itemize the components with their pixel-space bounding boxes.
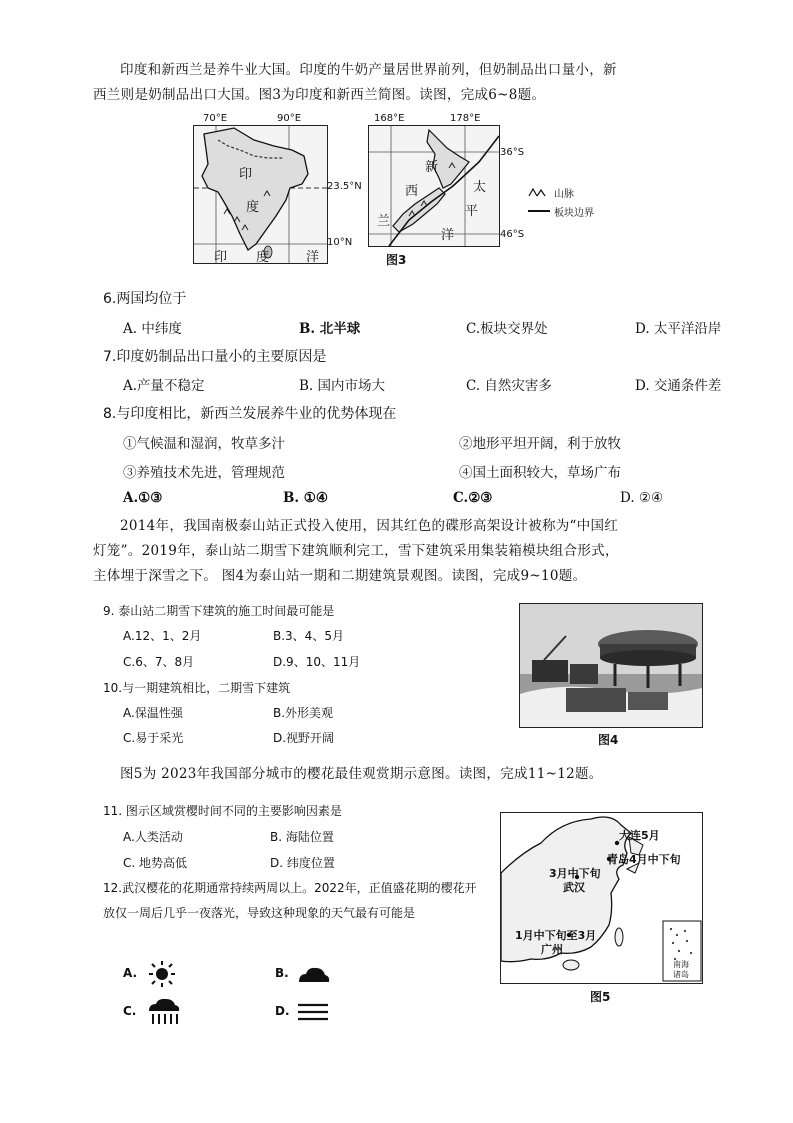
q8-option-b: B. ①④ — [283, 490, 329, 506]
q9-option-c: C.6、7、8月 — [123, 655, 195, 669]
fig4-photo — [519, 603, 703, 728]
q12-option-d-letter: D. — [275, 1004, 290, 1018]
nz-lon-178: 178°E — [450, 113, 481, 124]
q8-option-c: C.②③ — [453, 490, 493, 506]
fig5-caption: 图5 — [590, 990, 611, 1004]
label-south-china-sea-1: 南海 — [673, 960, 689, 969]
intro2-line1: 2014年，我国南极泰山站正式投入使用，因其红色的碟形高架设计被称为“中国红 — [120, 518, 619, 534]
legend-mountain: 山脉 — [554, 189, 574, 200]
q7-option-b: B. 国内市场大 — [299, 378, 386, 394]
q7-option-c: C. 自然灾害多 — [466, 378, 552, 394]
q7-option-d: D. 交通条件差 — [635, 378, 722, 394]
nz-name-2: 西 — [405, 184, 419, 199]
india-lon-70: 70°E — [203, 113, 228, 124]
q10-option-b: B.外形美观 — [273, 706, 334, 720]
india-name-2: 度 — [246, 200, 260, 215]
label-wuhan: 武汉 — [563, 881, 585, 894]
q9-option-a: A.12、1、2月 — [123, 629, 202, 643]
pacific-label-3: 洋 — [441, 228, 455, 243]
q12-option-b-letter: B. — [275, 966, 289, 980]
ocean-label-2: 度 — [256, 250, 270, 264]
india-map — [193, 113, 362, 270]
legend-boundary: 板块边界 — [554, 208, 594, 219]
q9-option-b: B.3、4、5月 — [273, 629, 344, 643]
q10-stem: 10.与一期建筑相比，二期雪下建筑 — [103, 681, 291, 695]
q11-option-c: C. 地势高低 — [123, 856, 188, 870]
q8-statement-3: ③养殖技术先进，管理规范 — [123, 465, 285, 481]
q11-option-d: D. 纬度位置 — [270, 856, 335, 870]
mountain-icon — [528, 187, 550, 197]
q11-option-a: A.人类活动 — [123, 830, 183, 844]
q12-option-c-letter: C. — [123, 1004, 137, 1018]
nz-lat-36: 36°S — [500, 147, 525, 158]
q12-stem-line1: 12.武汉樱花的花期通常持续两周以上。2022年，正值盛花期的樱花开 — [103, 881, 477, 895]
q6-option-c: C.板块交界处 — [466, 321, 548, 337]
q9-stem: 9. 泰山站二期雪下建筑的施工时间最可能是 — [103, 604, 335, 618]
q8-statement-4: ④国土面积较大，草场广布 — [459, 465, 621, 481]
q12-option-b — [275, 960, 345, 988]
fig3-caption: 图3 — [386, 253, 407, 267]
nz-lat-46: 46°S — [500, 229, 525, 240]
q12-option-a — [123, 960, 183, 988]
pacific-label-2: 平 — [465, 204, 479, 219]
q8-option-d: D. ②④ — [620, 490, 664, 506]
q11-stem: 11. 图示区域赏樱时间不同的主要影响因素是 — [103, 804, 342, 818]
q12-option-d — [275, 996, 345, 1026]
sunny-icon — [147, 960, 177, 988]
q9-option-d: D.9、10、11月 — [273, 655, 361, 669]
label-south-china-sea-2: 诸岛 — [673, 970, 689, 979]
nz-lon-168: 168°E — [374, 113, 405, 124]
label-qingdao: 青岛4月中下旬 — [607, 853, 681, 866]
fog-icon — [297, 1002, 329, 1022]
q12-option-c — [123, 996, 193, 1026]
ocean-label-1: 印 — [214, 250, 228, 264]
q8-statement-1: ①气候温和湿润，牧草多汁 — [123, 436, 285, 452]
ocean-label-3: 洋 — [306, 250, 320, 264]
intro3-line1: 图5为 2023年我国部分城市的樱花最佳观赏期示意图。读图，完成11~12题。 — [120, 766, 603, 782]
q10-option-a: A.保温性强 — [123, 706, 183, 720]
intro2-line2: 灯笼”。2019年，泰山站二期雪下建筑顺利完工，雪下建筑采用集装箱模块组合形式， — [93, 543, 619, 559]
q11-option-b: B. 海陆位置 — [270, 830, 334, 844]
intro2-line3: 主体埋于深雪之下。 图4为泰山站一期和二期建筑景观图。读图，完成9~10题。 — [93, 568, 587, 584]
label-guangzhou: 广州 — [541, 943, 563, 956]
q12-stem-line2: 放仅一周后几乎一夜落光，导致这种现象的天气最有可能是 — [103, 906, 416, 920]
india-lon-90: 90°E — [277, 113, 302, 124]
new-zealand-map — [368, 113, 528, 270]
india-name-1: 印 — [239, 167, 253, 182]
intro1-line1: 印度和新西兰是养牛业大国。印度的牛奶产量居世界前列，但奶制品出口量小，新 — [120, 62, 617, 78]
boundary-line-icon — [528, 210, 550, 212]
label-dalian: 大连5月 — [619, 829, 660, 842]
fig3-legend — [528, 185, 628, 225]
q6-option-d: D. 太平洋沿岸 — [635, 321, 722, 337]
nz-name-3: 兰 — [377, 214, 391, 229]
rain-icon — [147, 998, 181, 1026]
fig5-map — [500, 812, 703, 984]
q10-option-c: C.易于采光 — [123, 731, 184, 745]
q12-option-a-letter: A. — [123, 966, 138, 980]
label-wuhan-date: 3月中下旬 — [549, 867, 601, 880]
q7-option-a: A.产量不稳定 — [123, 378, 205, 394]
q10-option-d: D.视野开阔 — [273, 731, 335, 745]
q8-option-a: A.①③ — [123, 490, 163, 506]
q6-option-a: A. 中纬度 — [123, 321, 182, 337]
cloudy-icon — [297, 964, 331, 984]
q8-stem: 8.与印度相比，新西兰发展养牛业的优势体现在 — [103, 406, 397, 422]
india-lat-10: 10°N — [327, 237, 353, 248]
nz-name-1: 新 — [425, 160, 439, 175]
q8-statement-2: ②地形平坦开阔，利于放牧 — [459, 436, 621, 452]
india-lat-23: 23.5°N — [327, 181, 362, 192]
intro1-line2: 西兰则是奶制品出口大国。图3为印度和新西兰简图。读图，完成6~8题。 — [93, 87, 546, 103]
q6-option-b: B. 北半球 — [299, 321, 361, 337]
q7-stem: 7.印度奶制品出口量小的主要原因是 — [103, 349, 327, 365]
q6-stem: 6.两国均位于 — [103, 291, 187, 307]
fig4-caption: 图4 — [598, 733, 619, 747]
pacific-label-1: 太 — [473, 180, 487, 195]
label-guangzhou-date: 1月中下旬至3月 — [515, 929, 597, 942]
